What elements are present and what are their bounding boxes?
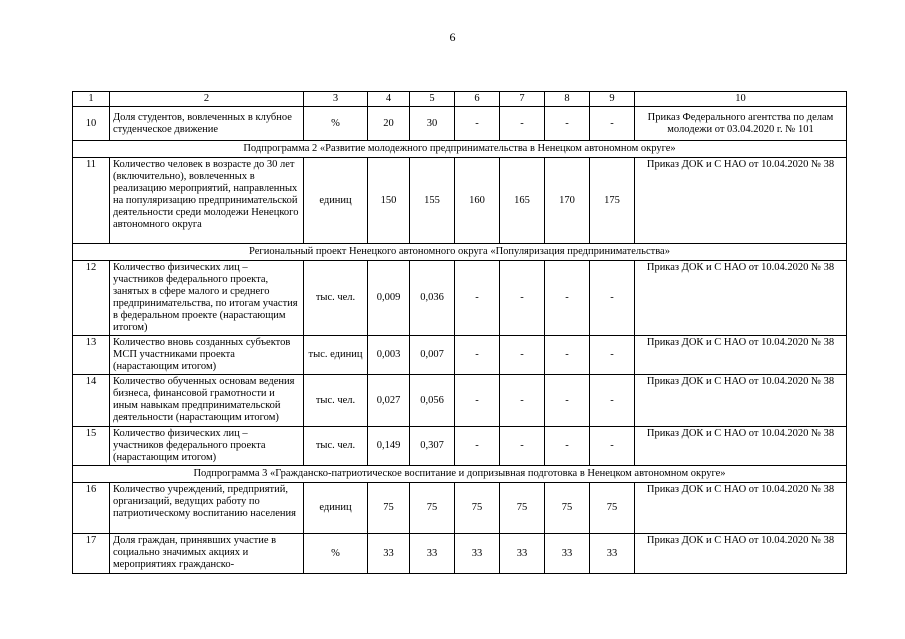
indicator-name: Количество физических лиц – участников федерального проекта, занятых в сфере малого и среднего предпринимательства, по итогам участия в федеральном проекте (нарастающим итогом)	[110, 261, 304, 336]
row-number: 14	[73, 375, 110, 427]
value-cell: 75	[455, 483, 500, 534]
page-number: 6	[449, 30, 456, 44]
value-cell: -	[500, 107, 545, 141]
value-cell: 0,003	[368, 336, 410, 375]
unit: единиц	[304, 158, 368, 244]
section-row	[73, 466, 847, 483]
value-cell: -	[545, 336, 590, 375]
row-number: 16	[73, 483, 110, 534]
value-cell: 155	[410, 158, 455, 244]
unit: единиц	[304, 483, 368, 534]
header-cell: 5	[410, 92, 455, 107]
row-number: 11	[73, 158, 110, 244]
section-row	[73, 141, 847, 158]
value-cell: 33	[410, 534, 455, 574]
value-cell: -	[545, 107, 590, 141]
header-row	[73, 92, 847, 107]
unit: тыс. чел.	[304, 375, 368, 427]
row-number: 13	[73, 336, 110, 375]
value-cell: 0,027	[368, 375, 410, 427]
value-cell: 75	[500, 483, 545, 534]
header-cell: 7	[500, 92, 545, 107]
unit: %	[304, 534, 368, 574]
value-cell: 75	[590, 483, 635, 534]
source-document: Приказ ДОК и С НАО от 10.04.2020 № 38	[635, 158, 847, 244]
row-number: 17	[73, 534, 110, 574]
value-cell: -	[590, 427, 635, 466]
value-cell: 75	[545, 483, 590, 534]
source-document: Приказ ДОК и С НАО от 10.04.2020 № 38	[635, 534, 847, 574]
value-cell: 20	[368, 107, 410, 141]
value-cell: -	[455, 261, 500, 336]
value-cell: 33	[545, 534, 590, 574]
subprogram-title: Подпрограмма 3 «Гражданско-патриотическое воспитание и допризывная подготовка в Ненецком автономном округе»	[73, 466, 847, 483]
value-cell: -	[500, 375, 545, 427]
value-cell: 160	[455, 158, 500, 244]
indicator-name: Количество обученных основам ведения бизнеса, финансовой грамотности и иным навыкам предпринимательской деятельности (нарастающим итогом)	[110, 375, 304, 427]
value-cell: 0,036	[410, 261, 455, 336]
value-cell: -	[590, 261, 635, 336]
row-number: 10	[73, 107, 110, 141]
value-cell: 30	[410, 107, 455, 141]
header-cell: 10	[635, 92, 847, 107]
indicator-name: Количество вновь созданных субъектов МСП участниками проекта (нарастающим итогом)	[110, 336, 304, 375]
header-cell: 8	[545, 92, 590, 107]
table-row	[73, 534, 847, 574]
header-cell: 4	[368, 92, 410, 107]
table-row	[73, 375, 847, 427]
unit: тыс. чел.	[304, 427, 368, 466]
unit: тыс. чел.	[304, 261, 368, 336]
header-cell: 9	[590, 92, 635, 107]
header-cell: 1	[73, 92, 110, 107]
table-row	[73, 261, 847, 336]
header-cell: 2	[110, 92, 304, 107]
table-row	[73, 107, 847, 141]
source-document: Приказ ДОК и С НАО от 10.04.2020 № 38	[635, 483, 847, 534]
indicator-name: Количество человек в возрасте до 30 лет (включительно), вовлеченных в реализацию мероприятий, направленных на популяризацию предпринимательской деятельности среди молодежи Ненецкого автономного округа	[110, 158, 304, 244]
source-document: Приказ ДОК и С НАО от 10.04.2020 № 38	[635, 261, 847, 336]
value-cell: -	[455, 336, 500, 375]
table-row	[73, 158, 847, 244]
value-cell: 33	[455, 534, 500, 574]
value-cell: -	[500, 336, 545, 375]
regional-project-title: Региональный проект Ненецкого автономного округа «Популяризация предпринимательства»	[73, 244, 847, 261]
row-number: 12	[73, 261, 110, 336]
indicator-name: Количество учреждений, предприятий, организаций, ведущих работу по патриотическому воспитанию населения	[110, 483, 304, 534]
indicators-table	[72, 91, 847, 574]
value-cell: 0,009	[368, 261, 410, 336]
indicator-name: Количество физических лиц – участников федерального проекта (нарастающим итогом)	[110, 427, 304, 466]
section-row	[73, 244, 847, 261]
header-cell: 3	[304, 92, 368, 107]
source-document: Приказ ДОК и С НАО от 10.04.2020 № 38	[635, 427, 847, 466]
value-cell: 33	[590, 534, 635, 574]
value-cell: -	[455, 107, 500, 141]
unit: %	[304, 107, 368, 141]
value-cell: 0,149	[368, 427, 410, 466]
value-cell: 75	[368, 483, 410, 534]
value-cell: 165	[500, 158, 545, 244]
source-document: Приказ ДОК и С НАО от 10.04.2020 № 38	[635, 375, 847, 427]
value-cell: 33	[368, 534, 410, 574]
value-cell: -	[455, 375, 500, 427]
value-cell: 170	[545, 158, 590, 244]
row-number: 15	[73, 427, 110, 466]
value-cell: -	[455, 427, 500, 466]
table-row	[73, 483, 847, 534]
value-cell: -	[545, 427, 590, 466]
indicator-name: Доля граждан, принявших участие в социально значимых акциях и мероприятиях гражданско-	[110, 534, 304, 574]
header-cell: 6	[455, 92, 500, 107]
value-cell: -	[545, 261, 590, 336]
value-cell: 150	[368, 158, 410, 244]
value-cell: -	[500, 427, 545, 466]
unit: тыс. единиц	[304, 336, 368, 375]
value-cell: 33	[500, 534, 545, 574]
value-cell: 0,007	[410, 336, 455, 375]
table-row	[73, 336, 847, 375]
value-cell: -	[590, 107, 635, 141]
value-cell: 175	[590, 158, 635, 244]
indicator-name: Доля студентов, вовлеченных в клубное студенческое движение	[110, 107, 304, 141]
source-document: Приказ ДОК и С НАО от 10.04.2020 № 38	[635, 336, 847, 375]
subprogram-title: Подпрограмма 2 «Развитие молодежного предпринимательства в Ненецком автономном округе»	[73, 141, 847, 158]
table-row	[73, 427, 847, 466]
value-cell: -	[545, 375, 590, 427]
value-cell: -	[590, 375, 635, 427]
value-cell: 0,056	[410, 375, 455, 427]
value-cell: -	[590, 336, 635, 375]
value-cell: 0,307	[410, 427, 455, 466]
value-cell: 75	[410, 483, 455, 534]
value-cell: -	[500, 261, 545, 336]
source-document: Приказ Федерального агентства по делам молодежи от 03.04.2020 г. № 101	[635, 107, 847, 141]
